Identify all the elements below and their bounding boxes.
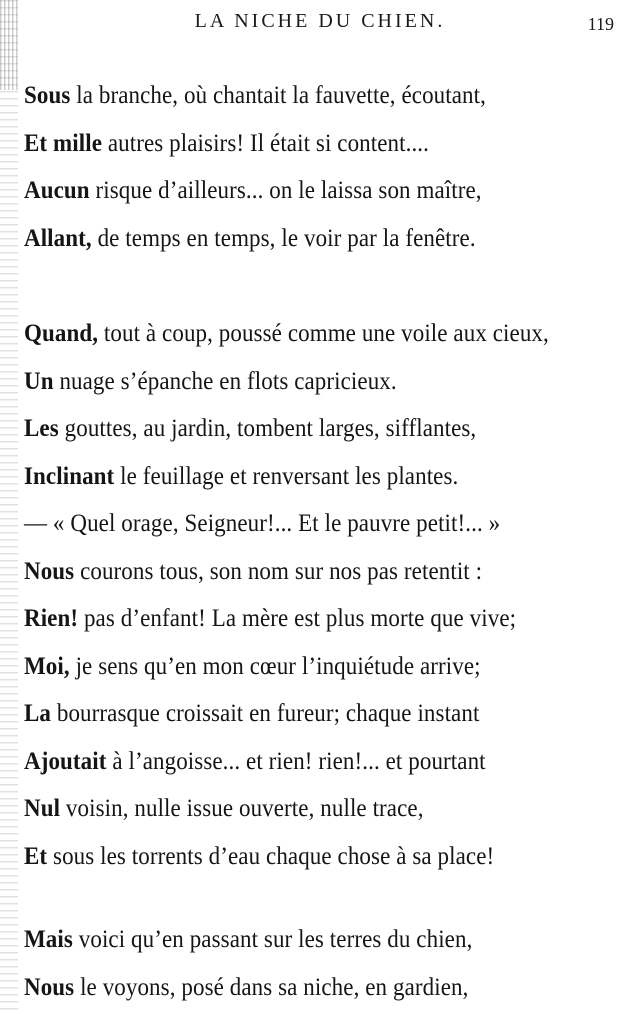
poem-line — [24, 738, 578, 786]
poem-line — [24, 916, 578, 964]
poem-line — [24, 358, 578, 406]
line-text: autres plaisirs! Il était si content.... — [102, 129, 430, 157]
line-text: à l’angoisse... et rien! rien!... et pourtant — [106, 747, 486, 775]
stanza-1 — [24, 72, 626, 262]
poem-line — [24, 690, 578, 738]
poem-line — [24, 785, 578, 833]
line-text: tout à coup, poussé comme une voile aux cieux, — [98, 320, 549, 347]
poem-line — [24, 595, 578, 643]
line-opening-word: Nous — [24, 973, 75, 1001]
line-opening-word: Ajoutait — [24, 747, 107, 775]
line-opening-word: Aucun — [24, 177, 90, 204]
poem-line — [24, 500, 578, 548]
line-text: le voyons, posé dans sa niche, en gardien, — [74, 973, 469, 1001]
line-text: la branche, où chantait la fauvette, écoutant, — [70, 82, 486, 109]
poem-line — [24, 548, 578, 596]
line-text: sous les torrents d’eau chaque chose à sa place! — [47, 842, 495, 870]
page-edge-shadow — [0, 0, 18, 1014]
line-text: voici qu’en passant sur les terres du chien, — [72, 926, 473, 953]
stanza-3 — [24, 916, 626, 1011]
line-text: courons tous, son nom sur nos pas retentit : — [74, 557, 483, 585]
line-opening-word: Les — [24, 415, 59, 442]
line-text: — « Quel orage, Seigneur!... Et le pauvre petit!... » — [24, 510, 501, 537]
line-opening-word: Un — [24, 367, 54, 395]
stanza-2 — [24, 310, 626, 880]
line-text: le feuillage et renversant les plantes. — [114, 462, 459, 490]
poem-line — [24, 310, 578, 358]
line-text: nuage s’épanche en flots capricieux. — [53, 367, 397, 395]
page-number: 119 — [587, 14, 614, 34]
line-text: je sens qu’en mon cœur l’inquiétude arrive; — [69, 652, 481, 680]
line-opening-word: Et mille — [24, 129, 103, 157]
line-opening-word: Quand, — [24, 320, 99, 347]
line-text: pas d’enfant! La mère est plus morte que vive; — [78, 605, 517, 632]
poem-line — [24, 643, 578, 691]
line-text: gouttes, au jardin, tombent larges, sifflantes, — [58, 415, 477, 442]
line-text: bourrasque croissait en fureur; chaque instant — [51, 700, 480, 727]
line-text: de temps en temps, le voir par la fenêtre. — [91, 224, 476, 252]
poem-line — [24, 120, 578, 168]
poem-line — [24, 72, 578, 120]
poem-line — [24, 167, 578, 215]
line-opening-word: Nul — [24, 795, 61, 822]
line-opening-word: Mais — [24, 926, 73, 953]
poem-line — [24, 215, 578, 263]
line-opening-word: Allant, — [24, 224, 92, 252]
line-opening-word: Nous — [24, 557, 75, 585]
line-opening-word: Sous — [24, 82, 71, 109]
poem-line — [24, 405, 578, 453]
poem-line — [24, 453, 578, 501]
line-opening-word: Rien! — [24, 605, 79, 632]
line-opening-word: Inclinant — [24, 462, 115, 490]
running-head: LA NICHE DU CHIEN. — [194, 10, 446, 32]
poem-line — [24, 833, 578, 881]
line-text: risque d’ailleurs... on le laissa son maître, — [89, 177, 482, 204]
line-text: voisin, nulle issue ouverte, nulle trace, — [60, 795, 424, 822]
line-opening-word: Moi, — [24, 652, 70, 680]
line-opening-word: Et — [24, 842, 48, 870]
line-opening-word: La — [24, 700, 52, 727]
poem-line — [24, 964, 578, 1012]
